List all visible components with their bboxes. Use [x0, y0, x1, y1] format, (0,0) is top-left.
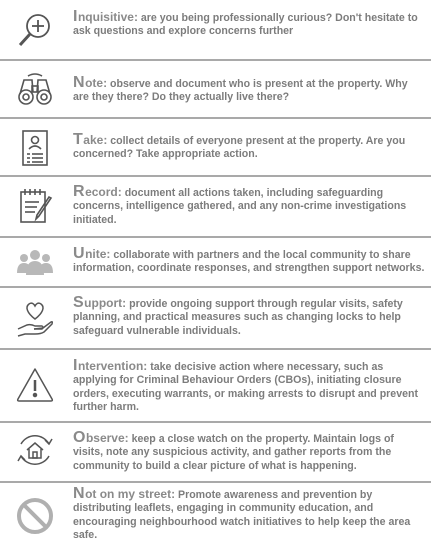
item-keyword: : [171, 487, 176, 501]
item-initial: N [73, 485, 86, 502]
item-initial: I [73, 8, 78, 25]
heart-hand-icon [12, 296, 58, 342]
item-initial: U [73, 245, 86, 262]
item-body: document all actions taken, including safeguarding concerns, intelligence gathered, and any non-crime investigations initiated. [73, 187, 407, 226]
list-item [0, 177, 431, 237]
item-initial: R [73, 183, 86, 200]
item-keyword: upport [84, 296, 123, 310]
list-item [0, 61, 431, 117]
item-body: keep a close watch on the property. Maintain logs of visits, note any suspicious activity, and gather reports from the community to build a clear picture of what is happening. [73, 433, 394, 472]
list-item [0, 423, 431, 481]
item-text [73, 296, 425, 338]
item-keyword: nquisitive [77, 10, 134, 24]
item-initial: I [73, 357, 78, 374]
item-initial: T [73, 131, 84, 148]
item-body: observe and document who is present at the property. Why are they there? Do they actually live there? [73, 78, 408, 104]
item-keyword: : [133, 10, 138, 24]
item-keyword: : [122, 296, 127, 310]
item-initial: S [73, 294, 85, 311]
list-item [0, 238, 431, 286]
notepad-pen-icon [12, 183, 58, 229]
item-keyword: ot on my street [85, 487, 172, 501]
item-text [73, 487, 425, 543]
profile-document-icon [12, 125, 58, 171]
item-text [73, 10, 425, 39]
item-keyword: : [103, 133, 108, 147]
item-keyword: ake [83, 133, 104, 147]
item-keyword: : [117, 185, 122, 199]
item-body: collaborate with partners and the local community to share information, coordinate responses, and strengthen support networks. [73, 249, 425, 275]
list-item [0, 0, 431, 60]
item-keyword: ntervention [77, 359, 144, 373]
item-text [73, 431, 425, 473]
prohibited-icon [12, 493, 58, 539]
list-item [0, 119, 431, 175]
magnifier-plus-icon [12, 7, 58, 53]
item-keyword: nite [85, 247, 107, 261]
item-text [73, 133, 425, 162]
item-text [73, 359, 425, 415]
item-text [73, 185, 425, 227]
item-body: provide ongoing support through regular visits, safety planning, and practical measures such as changing locks to help safeguard vulnerable individuals. [73, 298, 403, 337]
item-body: Promote awareness and prevention by distributing leaflets, engaging in community education, and encouraging neighbourhood watch initiatives to help keep the area safe. [73, 489, 411, 542]
list-item [0, 483, 431, 550]
item-text [73, 247, 425, 276]
item-keyword: : [124, 431, 129, 445]
house-cycle-icon [12, 427, 58, 473]
item-initial: O [73, 429, 86, 446]
item-body: take decisive action where necessary, such as applying for Criminal Behaviour Orders (CBOs), initiating closure orders, executing warrants, or making arrests to disrupt and prevent further harm. [73, 361, 418, 414]
item-keyword: : [143, 359, 148, 373]
item-text [73, 76, 425, 105]
group-people-icon [12, 240, 58, 286]
item-keyword: ote [85, 76, 104, 90]
binoculars-icon [12, 67, 58, 113]
item-initial: N [73, 74, 86, 91]
list-item [0, 288, 431, 348]
list-item [0, 350, 431, 422]
item-keyword: : [106, 247, 111, 261]
warning-triangle-icon [12, 362, 58, 408]
item-keyword: : [103, 76, 108, 90]
item-keyword: bserve [85, 431, 125, 445]
item-body: collect details of everyone present at the property. Are you concerned? Take appropriate action. [73, 135, 406, 161]
item-keyword: ecord [85, 185, 118, 199]
item-body: are you being professionally curious? Don't hesitate to ask questions and explore concerns further [73, 12, 418, 38]
